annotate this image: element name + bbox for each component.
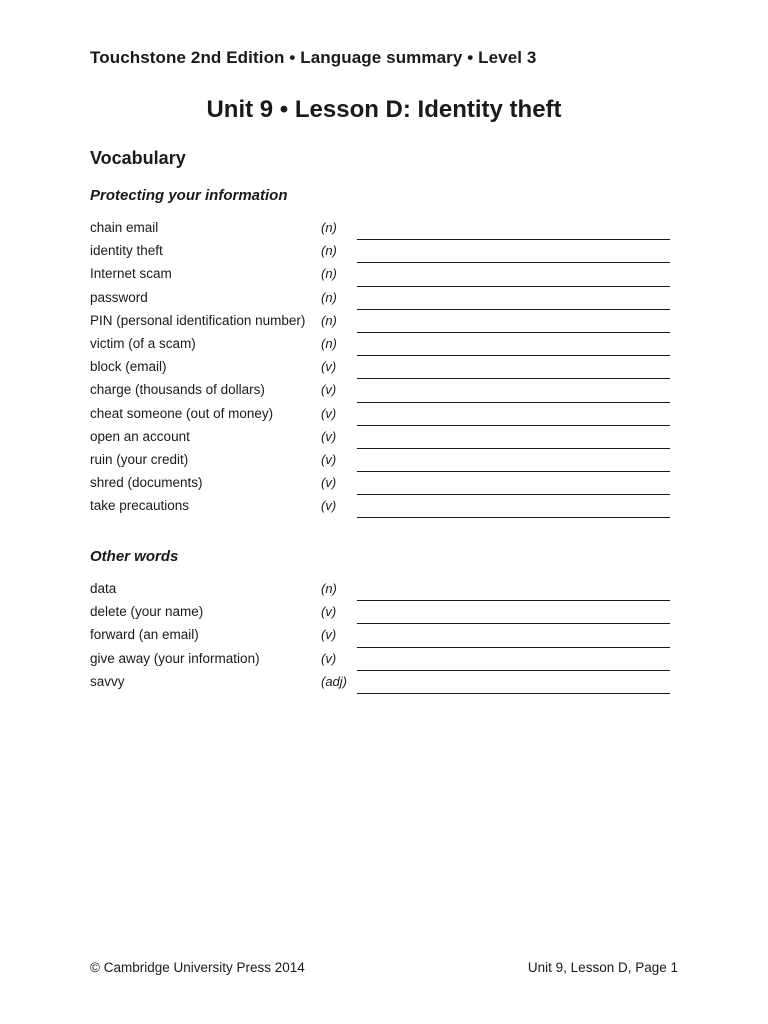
vocab-row (90, 262, 670, 285)
vocab-row (90, 216, 670, 239)
vocab-term: data (90, 581, 117, 596)
page-title: Unit 9 • Lesson D: Identity theft (206, 96, 562, 123)
vocab-row (90, 309, 670, 332)
vocab-row (90, 332, 670, 355)
vocab-row (90, 670, 670, 693)
part-of-speech: (v) (321, 650, 337, 666)
part-of-speech: (n) (321, 335, 337, 351)
vocab-row (90, 600, 670, 623)
vocab-term: ruin (your credit) (90, 451, 189, 467)
answer-line (357, 517, 670, 518)
protecting-information-subheading: Protecting your information (90, 187, 288, 204)
vocab-row (90, 494, 670, 517)
part-of-speech: (n) (321, 581, 337, 596)
vocab-term: chain email (90, 220, 159, 235)
part-of-speech: (v) (321, 627, 337, 643)
vocab-term: victim (of a scam) (90, 335, 196, 351)
part-of-speech: (v) (321, 359, 337, 375)
vocab-row (90, 378, 670, 401)
vocabulary-heading: Vocabulary (90, 148, 186, 168)
vocab-row (90, 471, 670, 494)
part-of-speech: (v) (321, 604, 337, 620)
vocab-term: block (email) (90, 359, 167, 375)
vocab-term: take precautions (90, 498, 190, 514)
vocab-term: password (90, 289, 148, 305)
vocab-row (90, 425, 670, 448)
vocab-term: open an account (90, 428, 190, 444)
part-of-speech: (v) (321, 428, 337, 444)
part-of-speech: (adj) (321, 673, 348, 689)
vocab-term: forward (an email) (90, 627, 199, 643)
part-of-speech: (n) (321, 289, 337, 305)
vocab-term: shred (documents) (90, 475, 203, 491)
vocab-term: savvy (90, 673, 125, 689)
vocab-row (90, 239, 670, 262)
part-of-speech: (v) (321, 451, 337, 467)
vocab-row (90, 448, 670, 471)
protecting-vocab-list (90, 216, 670, 517)
vocab-term: delete (your name) (90, 604, 204, 620)
vocab-row (90, 577, 670, 600)
part-of-speech: (n) (321, 220, 337, 235)
other-vocab-list (90, 577, 670, 693)
vocab-term: Internet scam (90, 266, 172, 282)
copyright-footer: © Cambridge University Press 2014 (90, 960, 305, 975)
vocab-row (90, 355, 670, 378)
answer-line (357, 693, 670, 694)
series-header: Touchstone 2nd Edition • Language summary • Level 3 (90, 48, 537, 67)
vocab-term: give away (your information) (90, 650, 260, 666)
other-words-subheading: Other words (90, 548, 179, 565)
vocab-term: PIN (personal identification number) (90, 312, 306, 328)
part-of-speech: (n) (321, 266, 337, 282)
part-of-speech: (v) (321, 405, 337, 421)
part-of-speech: (n) (321, 243, 337, 259)
part-of-speech: (n) (321, 312, 337, 328)
vocab-term: charge (thousands of dollars) (90, 382, 265, 398)
vocab-row (90, 402, 670, 425)
page-reference-footer: Unit 9, Lesson D, Page 1 (527, 960, 678, 975)
part-of-speech: (v) (321, 498, 337, 514)
vocab-row (90, 623, 670, 646)
vocab-term: cheat someone (out of money) (90, 405, 274, 421)
vocab-row (90, 647, 670, 670)
part-of-speech: (v) (321, 475, 337, 491)
vocab-term: identity theft (90, 243, 163, 259)
part-of-speech: (v) (321, 382, 337, 398)
vocab-row (90, 286, 670, 309)
